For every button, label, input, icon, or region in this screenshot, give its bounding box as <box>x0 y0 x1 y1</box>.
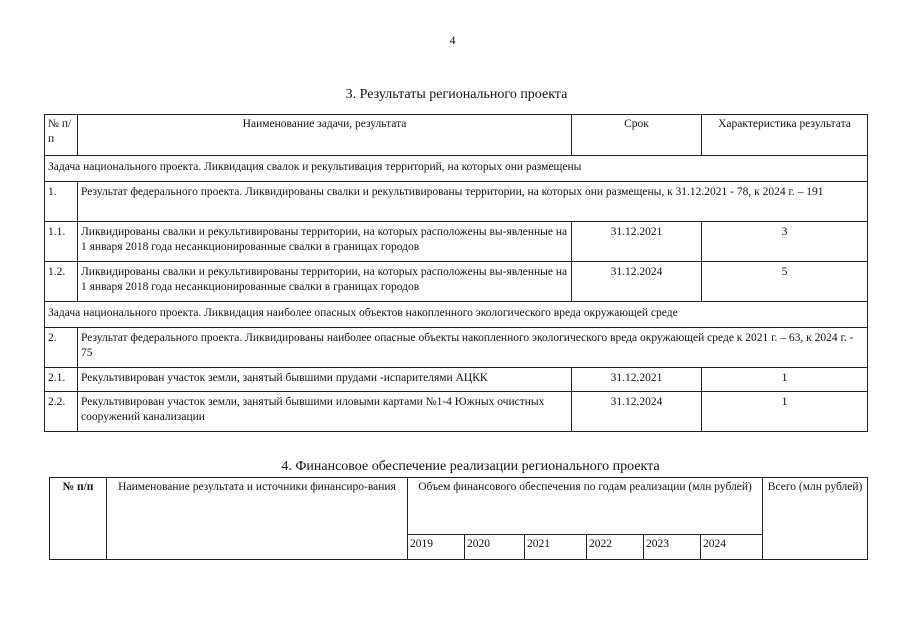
result-2-num: 2. <box>45 328 78 368</box>
row-term: 31.12.2024 <box>572 262 702 302</box>
finance-header-row <box>50 478 868 535</box>
table-row <box>45 392 868 432</box>
finance-header-num: № п/п <box>50 478 107 560</box>
task-1-text: Задача национального проекта. Ликвидация свалок и рекультивация территорий, на которых они размещены <box>45 156 868 182</box>
result-row <box>45 182 868 222</box>
finance-header-volume: Объем финансового обеспечения по годам реализации (млн рублей) <box>408 478 763 535</box>
task-row <box>45 156 868 182</box>
year-cell: 2023 <box>644 535 701 560</box>
finance-header-total: Всего (млн рублей) <box>763 478 868 560</box>
year-cell: 2021 <box>525 535 587 560</box>
finance-header-name: Наименование результата и источники финансиро-вания <box>107 478 408 560</box>
page-number: 4 <box>449 33 456 47</box>
row-text: Ликвидированы свалки и рекультивированы территории, на которых расположены вы-явленные на 1 января 2018 года несанкционированные свалки в границах городов <box>78 222 572 262</box>
row-value: 5 <box>702 262 868 302</box>
row-value: 3 <box>702 222 868 262</box>
results-table <box>44 114 868 432</box>
row-num: 1.2. <box>45 262 78 302</box>
header-name: Наименование задачи, результата <box>78 115 572 156</box>
finance-table <box>49 477 868 560</box>
year-cell: 2019 <box>408 535 465 560</box>
header-num: № п/п <box>45 115 78 156</box>
result-1-text: Результат федерального проекта. Ликвидированы свалки и рекультивированы территории, на которых они размещены, к 31.12.2021 - 78, к 2024 г. – 191 <box>78 182 868 222</box>
row-num: 2.2. <box>45 392 78 432</box>
row-text: Рекультивирован участок земли, занятый бывшими прудами -испарителями АЦКК <box>78 368 572 392</box>
header-term: Срок <box>572 115 702 156</box>
result-2-text: Результат федерального проекта. Ликвидированы наиболее опасные объекты накопленного экологического вреда окружающей среде к 2021 г. – 63, к 2024 г. - 75 <box>78 328 868 368</box>
row-value: 1 <box>702 368 868 392</box>
row-term: 31.12.2021 <box>572 222 702 262</box>
row-text: Ликвидированы свалки и рекультивированы территории, на которых расположены вы-явленные на 1 января 2018 года несанкционированные свалки в границах городов <box>78 262 572 302</box>
table-row <box>45 262 868 302</box>
table-header-row <box>45 115 868 156</box>
table-row <box>45 368 868 392</box>
section-3-title: 3. Результаты регионального проекта <box>345 87 568 102</box>
row-num: 2.1. <box>45 368 78 392</box>
row-text: Рекультивирован участок земли, занятый бывшими иловыми картами №1-4 Южных очистных сооружений канализации <box>78 392 572 432</box>
row-term: 31.12.2021 <box>572 368 702 392</box>
task-2-text: Задача национального проекта. Ликвидация наиболее опасных объектов накопленного экологического вреда окружающей среде <box>45 302 868 328</box>
row-term: 31.12.2024 <box>572 392 702 432</box>
section-4-title: 4. Финансовое обеспечение реализации регионального проекта <box>281 459 660 474</box>
result-row <box>45 328 868 368</box>
result-1-num: 1. <box>45 182 78 222</box>
task-row <box>45 302 868 328</box>
header-characteristic: Характеристика результата <box>702 115 868 156</box>
row-num: 1.1. <box>45 222 78 262</box>
year-cell: 2022 <box>587 535 644 560</box>
table-row <box>45 222 868 262</box>
year-cell: 2020 <box>465 535 525 560</box>
year-cell: 2024 <box>701 535 763 560</box>
row-value: 1 <box>702 392 868 432</box>
